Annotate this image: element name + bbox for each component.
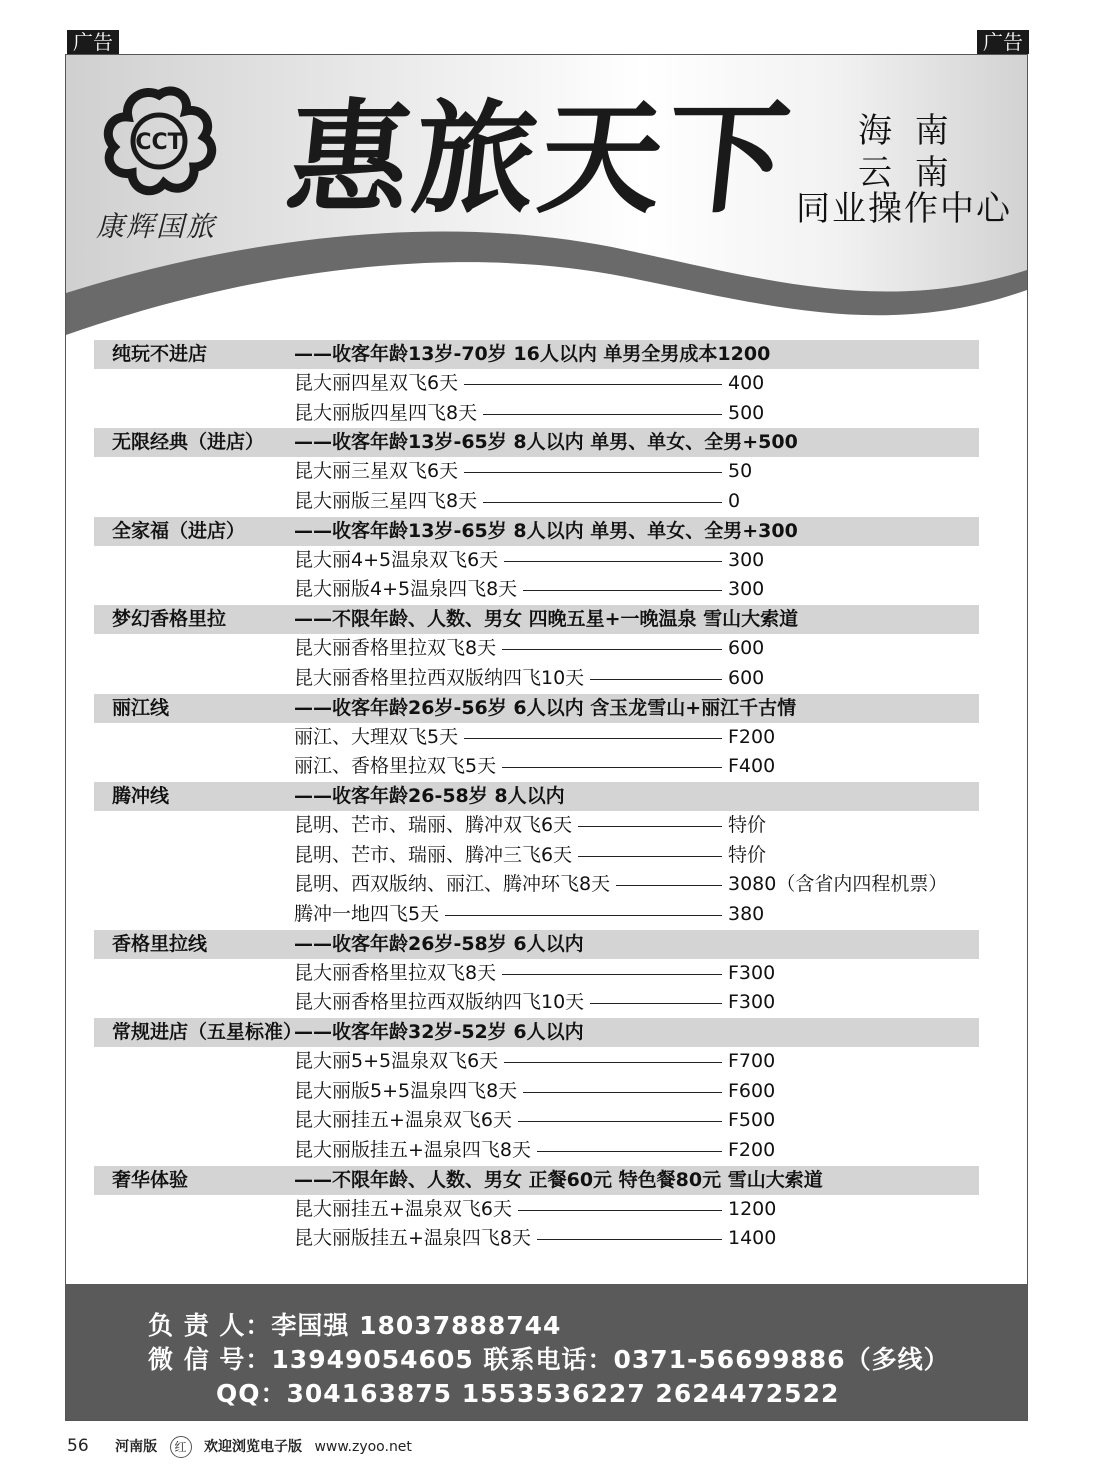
route-name: 昆明、芒市、瑞丽、腾冲三飞6天 [294, 841, 578, 871]
section-header [94, 1166, 979, 1195]
contact-manager: 负 责 人：李国强 18037888744 [148, 1311, 562, 1340]
edition-badge: 红 [170, 1436, 192, 1458]
route-name: 昆大丽香格里拉双飞8天 [294, 634, 502, 664]
route-name: 昆大丽版挂五+温泉四飞8天 [294, 1224, 537, 1254]
route-item [94, 1224, 979, 1254]
destination-hainan: 海 南 [858, 111, 955, 151]
route-item [94, 988, 979, 1018]
section-category: 无限经典（进店） [112, 431, 265, 454]
route-price: F400 [728, 755, 776, 778]
route-item [94, 487, 979, 517]
section-category: 常规进店（五星标准） [112, 1021, 303, 1043]
route-name: 昆大丽版四星四飞8天 [294, 399, 483, 429]
route-item [94, 811, 979, 841]
route-item [94, 752, 979, 782]
route-price: 1400 [728, 1227, 777, 1250]
contact-panel [66, 1284, 1027, 1420]
route-price: F600 [728, 1079, 776, 1102]
destination-yunnan: 云 南 [858, 153, 955, 193]
route-price: 400 [728, 372, 765, 394]
route-item [94, 841, 979, 871]
route-item [94, 870, 979, 900]
route-name: 昆大丽版三星四飞8天 [294, 487, 483, 517]
route-item [94, 1136, 979, 1166]
route-item [94, 546, 979, 576]
route-item [94, 575, 979, 605]
section-category: 奢华体验 [112, 1168, 189, 1191]
route-name: 昆大丽版5+5温泉四飞8天 [294, 1077, 523, 1107]
section-header [94, 1018, 979, 1047]
route-price: 600 [728, 637, 765, 660]
section-header [94, 428, 979, 457]
route-list [94, 340, 979, 1254]
route-name: 昆大丽香格里拉双飞8天 [294, 959, 502, 989]
route-price: 特价 [728, 843, 767, 866]
route-name: 昆大丽香格里拉西双版纳四飞10天 [294, 988, 590, 1018]
route-price: 500 [728, 401, 765, 424]
section-category: 香格里拉线 [112, 932, 208, 955]
route-name: 丽江、大理双飞5天 [294, 723, 464, 753]
route-name: 昆大丽4+5温泉双飞6天 [294, 546, 504, 576]
route-price: 300 [728, 548, 765, 571]
route-price: F300 [728, 961, 776, 984]
route-item [94, 1195, 979, 1225]
plum-blossom-logo-icon [100, 83, 218, 201]
section-category: 梦幻香格里拉 [112, 608, 227, 631]
section-description: ——收客年龄13岁-65岁 8人以内 单男、单女、全男+300 [294, 519, 798, 542]
route-item [94, 399, 979, 429]
section-description: ——不限年龄、人数、男女 正餐60元 特色餐80元 雪山大索道 [294, 1168, 823, 1191]
route-price: F300 [728, 991, 776, 1014]
brand-name: 康辉国旅 [96, 210, 217, 243]
section-category: 腾冲线 [112, 784, 170, 807]
route-price: 1200 [728, 1197, 777, 1220]
ad-label-right: 广告 [977, 30, 1029, 54]
route-price: F500 [728, 1109, 776, 1132]
section-description: ——收客年龄32岁-52岁 6人以内 [294, 1021, 584, 1043]
route-item [94, 1077, 979, 1107]
section-description: ——收客年龄26岁-58岁 6人以内 [294, 932, 584, 955]
route-price: F200 [728, 725, 776, 748]
section-category: 丽江线 [112, 696, 170, 719]
route-name: 丽江、香格里拉双飞5天 [294, 752, 502, 782]
section-description: ——收客年龄13岁-65岁 8人以内 单男、单女、全男+500 [294, 431, 798, 454]
route-item [94, 723, 979, 753]
route-name: 昆大丽三星双飞6天 [294, 457, 464, 487]
route-name: 腾冲一地四飞5天 [294, 900, 445, 930]
route-price: 0 [728, 490, 741, 513]
route-price: 特价 [728, 813, 767, 836]
route-name: 昆大丽5+5温泉双飞6天 [294, 1047, 504, 1077]
route-item [94, 1047, 979, 1077]
route-name: 昆大丽香格里拉西双版纳四飞10天 [294, 664, 590, 694]
route-price: 3080（含省内四程机票） [728, 873, 948, 896]
route-item [94, 457, 979, 487]
route-name: 昆大丽四星双飞6天 [294, 369, 464, 399]
edition-label: 河南版 [115, 1439, 158, 1455]
section-description: ——收客年龄13岁-70岁 16人以内 单男全男成本1200 [294, 343, 771, 365]
section-header [94, 605, 979, 634]
page-number: 56 [67, 1436, 89, 1456]
operation-center-label: 同业操作中心 [796, 189, 1012, 229]
ad-label-left: 广告 [67, 30, 119, 54]
route-item [94, 900, 979, 930]
advertisement-frame [65, 54, 1028, 1421]
section-header [94, 694, 979, 723]
page-title: 惠旅天下 [280, 86, 800, 230]
contact-qq: QQ：304163875 1553536227 2624472522 [216, 1379, 840, 1408]
route-price: F700 [728, 1050, 776, 1072]
svg-text:CCT: CCT [135, 130, 183, 155]
section-header [94, 930, 979, 959]
section-description: ——收客年龄26-58岁 8人以内 [294, 784, 565, 807]
slogan: 欢迎浏览电子版 [204, 1439, 302, 1455]
route-price: 380 [728, 902, 765, 925]
section-header [94, 517, 979, 546]
section-category: 纯玩不进店 [112, 343, 208, 365]
route-item [94, 634, 979, 664]
route-item [94, 664, 979, 694]
section-description: ——收客年龄26岁-56岁 6人以内 含玉龙雪山+丽江千古情 [294, 696, 797, 719]
route-name: 昆大丽挂五+温泉双飞6天 [294, 1106, 518, 1136]
route-item [94, 959, 979, 989]
route-price: 50 [728, 460, 753, 483]
route-price: F200 [728, 1139, 776, 1162]
page-footer [67, 1436, 420, 1458]
header-banner [66, 55, 1027, 335]
site-url[interactable]: www.zyoo.net [314, 1439, 412, 1455]
route-item [94, 1106, 979, 1136]
route-name: 昆大丽挂五+温泉双飞6天 [294, 1195, 518, 1225]
route-name: 昆明、芒市、瑞丽、腾冲双飞6天 [294, 811, 578, 841]
section-header [94, 782, 979, 811]
section-description: ——不限年龄、人数、男女 四晚五星+一晚温泉 雪山大索道 [294, 608, 799, 631]
route-price: 600 [728, 666, 765, 689]
contact-wechat-phone: 微 信 号：13949054605 联系电话：0371-56699886（多线） [148, 1345, 950, 1374]
route-price: 300 [728, 578, 765, 601]
route-name: 昆大丽版挂五+温泉四飞8天 [294, 1136, 537, 1166]
route-item [94, 369, 979, 399]
route-name: 昆明、西双版纳、丽江、腾冲环飞8天 [294, 870, 616, 900]
section-header [94, 340, 979, 369]
route-name: 昆大丽版4+5温泉四飞8天 [294, 575, 523, 605]
section-category: 全家福（进店） [112, 519, 246, 542]
